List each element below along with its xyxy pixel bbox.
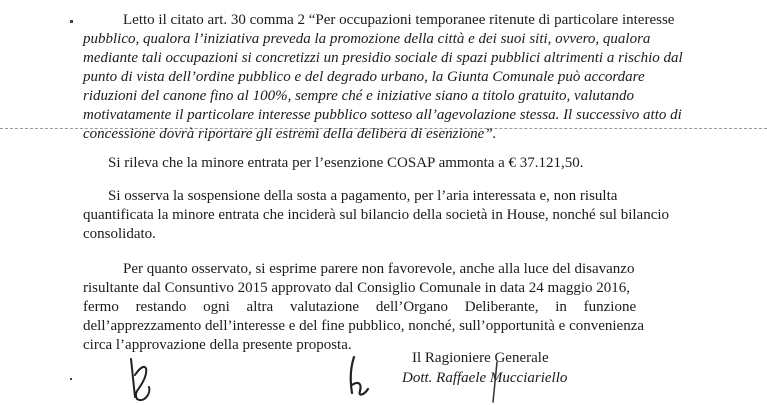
paragraph-1-line-5: riduzioni del canone fino al 100%, sempre ché e iniziative siano a titolo gratuito, valutando: [83, 88, 635, 104]
paragraph-3-line-2: quantificata la minore entrata che inciderà sul bilancio della società in House, nonché sul bilancio: [83, 207, 670, 223]
paragraph-4-line-1: Per quanto osservato, si esprime parere non favorevole, anche alla luce del disavanzo: [123, 261, 635, 277]
paragraph-1-line-6: motivatamente il particolare interesse pubblico sotteso all’agevolazione stessa. Il successivo atto di: [83, 107, 682, 123]
handwritten-initial-left: [125, 355, 165, 405]
paragraph-4-line-4: dell’apprezzamento dell’interesse e del fine pubblico, nonché, sull’opportunità e convenienza: [83, 318, 645, 334]
paragraph-1-line-2: pubblico, qualora l’iniziativa preveda la promozione della città e dei suoi siti, ovvero, qualora: [83, 31, 651, 47]
paragraph-4-line-2: risultante dal Consuntivo 2015 approvato dal Consiglio Comunale in data 24 maggio 2016,: [83, 280, 631, 296]
paragraph-1-line-7: concessione dovrà riportare gli estremi della delibera di esenzione”.: [83, 126, 497, 142]
paragraph-4-line-3: [83, 298, 636, 316]
paragraph-4-line-5: circa l’approvazione della presente proposta.: [83, 337, 352, 353]
scan-dot: [70, 20, 73, 23]
signature-stroke: [485, 360, 505, 405]
paragraph-1-line-4: punto di vista dell’ordine pubblico e del degrado urbano, la Giunta Comunale può accordare: [83, 69, 645, 85]
paragraph-4-text: fermo restando ogni altra valutazione dell’Organo Deliberante, in funzione: [83, 299, 637, 315]
signatory-title: Il Ragioniere Generale: [412, 350, 549, 366]
signatory-name: Dott. Raffaele Mucciariello: [402, 370, 568, 386]
cosap-exemption-amount: Si rileva che la minore entrata per l’esenzione COSAP ammonta a € 37.121,50.: [108, 155, 584, 171]
paragraph-1-text: Letto il citato art. 30 comma 2 “Per occupazioni temporanee ritenute di particolare interesse: [123, 12, 675, 28]
handwritten-initial-right: [342, 355, 372, 400]
paragraph-1-line-3: mediante tali occupazioni si concretizzi un presidio sociale di spazi pubblici altrimenti a rischio dal: [83, 50, 683, 66]
paragraph-3-line-3: consolidato.: [83, 226, 156, 242]
paragraph-3-line-1: Si osserva la sospensione della sosta a pagamento, per l’aria interessata e, non risulta: [108, 188, 618, 204]
paragraph-1-line-1: [123, 11, 674, 29]
scan-dot: [70, 378, 72, 380]
